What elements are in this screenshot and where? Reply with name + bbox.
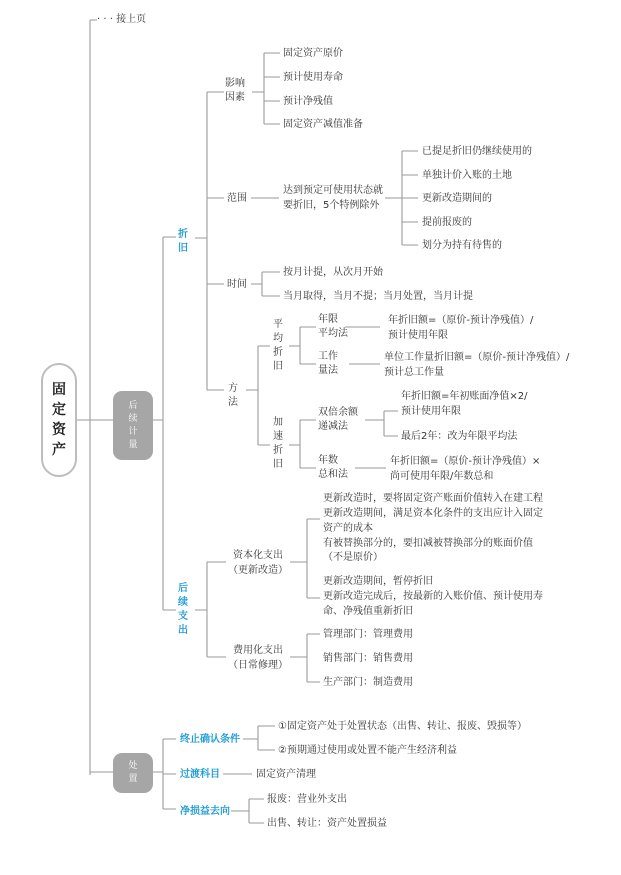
factor-item: 固定资产减值准备: [283, 119, 363, 130]
node-double-declining-method: 双倍余额 递减法: [318, 407, 358, 432]
net-gain-loss-item: 出售、转让：资产处置损益: [267, 818, 387, 829]
straight-line-formula: 预计使用年限: [388, 330, 448, 341]
node-methods: 方 法: [228, 383, 238, 408]
transit-account-value: 固定资产清理: [256, 769, 316, 780]
expensed-item: 生产部门：制造费用: [323, 677, 413, 688]
sum-of-years-formula: 年折旧额=（原价-预计净残值）×: [390, 456, 541, 467]
timing-item: 按月计提，从次月开始: [283, 267, 383, 278]
node-accelerated-depreciation: 加 速 折 旧: [273, 417, 283, 470]
node-influencing-factors: 影响 因素: [225, 78, 245, 103]
factor-item: 预计使用寿命: [283, 72, 343, 83]
node-subsequent-measurement: [113, 391, 153, 460]
node-depreciation: 折 旧: [178, 229, 188, 254]
units-formula: 单位工作量折旧额=（原价-预计净残值）/: [384, 352, 570, 363]
expensed-item: 管理部门：管理费用: [323, 629, 413, 640]
node-units-of-production-method: 工作 量法: [318, 351, 338, 376]
timing-item: 当月取得，当月不提；当月处置，当月计提: [283, 291, 473, 302]
derecognition-item: ②预期通过使用或处置不能产生经济利益: [278, 745, 457, 756]
node-sum-of-years-method: 年数 总和法: [318, 455, 348, 480]
node-subsequent-measurement-label: 后 续 计 量: [128, 400, 138, 450]
scope-exception: 划分为持有待售的: [422, 240, 502, 251]
scope-desc-line: 要折旧，5个特例除外: [283, 200, 380, 211]
double-declining-formula: 预计使用年限: [401, 406, 461, 417]
scope-exception: 提前报废的: [422, 217, 472, 228]
derecognition-item: ①固定资产处于处置状态（出售、转让、报废、毁损等）: [278, 721, 527, 732]
node-timing: 时间: [227, 279, 247, 290]
node-expensed-expenditure-sub: （日常修理）: [228, 660, 288, 671]
scope-exception: 单独计价入账的土地: [422, 170, 512, 181]
node-net-gain-loss: 净损益去向: [180, 806, 230, 817]
double-declining-formula: 年折旧额=年初账面净值×2/: [401, 391, 528, 402]
node-scope: 范围: [227, 193, 247, 204]
scope-exception: 更新改造期间的: [422, 193, 492, 204]
root-node-fixed-assets: [41, 363, 77, 477]
sum-of-years-formula: 尚可使用年限/年数总和: [390, 471, 494, 482]
capitalized-text-line: 更新改造完成后，按最新的入账价值、预计使用寿: [323, 591, 543, 602]
expensed-item: 销售部门：销售费用: [323, 653, 413, 664]
node-capitalized-expenditure-sub: （更新改造）: [228, 565, 288, 576]
continued-from-previous-page: · · · 接上页: [97, 14, 147, 25]
capitalized-text-line: （不是原价）: [323, 552, 383, 563]
node-transit-account: 过渡科目: [180, 769, 220, 780]
scope-exception: 已提足折旧仍继续使用的: [422, 146, 532, 157]
factor-item: 预计净残值: [283, 96, 333, 107]
straight-line-formula: 年折旧额=（原价-预计净残值）/: [388, 315, 534, 326]
capitalized-text-line: 有被替换部分的，要扣减被替换部分的账面价值: [323, 538, 533, 549]
net-gain-loss-item: 报废：营业外支出: [267, 794, 347, 805]
factor-item: 固定资产原价: [283, 48, 343, 59]
scope-desc-line: 达到预定可使用状态就: [283, 185, 383, 196]
node-derecognition-conditions: 终止确认条件: [180, 734, 240, 745]
capitalized-text-line: 命、净残值重新折旧: [323, 606, 413, 617]
root-label: 固 定 资 产: [52, 382, 66, 458]
capitalized-text-line: 资产的成本: [323, 523, 373, 534]
node-average-depreciation: 平 均 折 旧: [273, 319, 283, 372]
node-disposal-label: 处 置: [128, 761, 138, 784]
node-capitalized-expenditure: 资本化支出: [233, 550, 283, 561]
node-subsequent-expenditure: 后 续 支 出: [178, 583, 188, 636]
capitalized-text-line: 更新改造期间，暂停折旧: [323, 576, 433, 587]
units-formula: 预计总工作量: [384, 367, 444, 378]
node-disposal: [113, 753, 153, 793]
capitalized-text-line: 更新改造期间，满足资本化条件的支出应计入固定: [323, 508, 543, 519]
double-declining-final: 最后2年：改为年限平均法: [401, 431, 518, 442]
capitalized-text-line: 更新改造时，要将固定资产账面价值转入在建工程: [323, 493, 543, 504]
node-straight-line-method: 年限 平均法: [318, 314, 348, 339]
node-expensed-expenditure: 费用化支出: [233, 645, 283, 656]
